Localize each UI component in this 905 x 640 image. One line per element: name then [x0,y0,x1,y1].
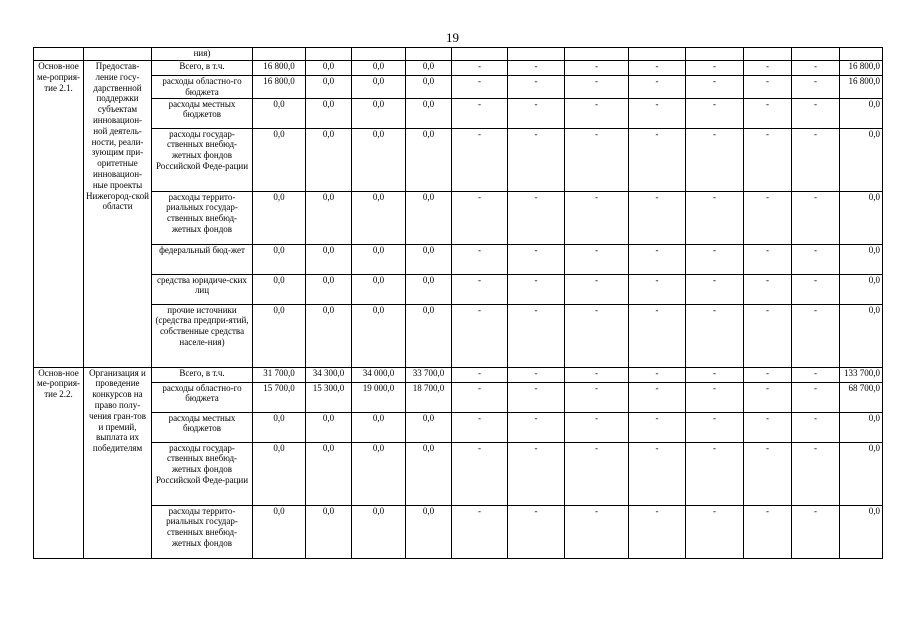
value-cell: 0,0 [306,128,352,191]
value-cell: 0,0 [253,442,306,505]
value-cell: 0,0 [306,505,352,558]
value-cell: - [629,191,686,244]
value-cell [744,48,792,61]
value-cell: - [452,61,508,76]
value-cell: 16 800,0 [253,76,306,99]
value-cell [253,48,306,61]
value-cell: - [792,505,840,558]
table-row [34,128,883,191]
total-cell: 16 800,0 [840,61,883,76]
value-cell: - [565,304,629,367]
table-row [34,442,883,505]
value-cell: 0,0 [352,128,406,191]
total-cell: 0,0 [840,244,883,274]
value-cell: - [565,412,629,442]
value-cell: - [508,128,565,191]
value-cell: 0,0 [306,76,352,99]
value-cell [352,48,406,61]
value-cell: - [452,442,508,505]
value-cell: - [792,128,840,191]
value-cell: - [686,412,744,442]
value-cell: - [565,367,629,382]
total-cell: 0,0 [840,412,883,442]
value-cell: 0,0 [253,244,306,274]
total-cell [840,48,883,61]
source-cell: Всего, в т.ч. [152,367,253,382]
value-cell: - [744,274,792,304]
event-cell: Основ-ное ме-роприя-тие 2.1. [34,61,84,368]
total-cell: 0,0 [840,505,883,558]
value-cell: 0,0 [253,505,306,558]
value-cell: 0,0 [406,76,452,99]
value-cell: - [565,382,629,412]
value-cell: - [744,128,792,191]
value-cell: 16 800,0 [253,61,306,76]
value-cell: - [629,98,686,128]
value-cell: 0,0 [352,98,406,128]
value-cell: 0,0 [306,442,352,505]
value-cell: - [508,98,565,128]
value-cell: - [686,61,744,76]
value-cell: - [744,505,792,558]
value-cell: - [508,382,565,412]
value-cell: - [686,76,744,99]
value-cell: - [792,442,840,505]
value-cell: 15 700,0 [253,382,306,412]
table-row [34,244,883,274]
value-cell: - [686,274,744,304]
table-row [34,191,883,244]
value-cell: 18 700,0 [406,382,452,412]
value-cell: - [565,128,629,191]
value-cell: - [565,98,629,128]
value-cell: 0,0 [253,128,306,191]
value-cell: - [629,61,686,76]
value-cell: - [565,274,629,304]
value-cell: - [792,274,840,304]
value-cell: 0,0 [352,412,406,442]
total-cell: 68 700,0 [840,382,883,412]
value-cell: 0,0 [253,274,306,304]
source-cell: расходы государ-ственных внебюд-жетных фондов Российской Феде-рации [152,128,253,191]
value-cell: 0,0 [406,304,452,367]
source-cell: расходы террито-риальных государ-ственных внебюд-жетных фондов [152,505,253,558]
source-cell: расходы государ-ственных внебюд-жетных фондов Российской Феде-рации [152,442,253,505]
value-cell: - [452,191,508,244]
value-cell: 0,0 [306,61,352,76]
value-cell: 0,0 [352,304,406,367]
value-cell: 0,0 [352,505,406,558]
value-cell: - [508,61,565,76]
value-cell: - [744,244,792,274]
value-cell: - [452,274,508,304]
value-cell: 0,0 [352,191,406,244]
total-cell: 0,0 [840,304,883,367]
value-cell: - [744,382,792,412]
value-cell: - [792,76,840,99]
value-cell: - [565,191,629,244]
budget-table [33,47,883,559]
table-row [34,505,883,558]
value-cell: - [792,61,840,76]
value-cell: - [792,191,840,244]
value-cell: 0,0 [406,191,452,244]
value-cell: 0,0 [352,76,406,99]
value-cell: - [508,76,565,99]
value-cell: - [629,505,686,558]
value-cell: - [452,98,508,128]
value-cell: 0,0 [406,274,452,304]
table-row [34,98,883,128]
value-cell: - [565,442,629,505]
value-cell [508,48,565,61]
value-cell: - [792,98,840,128]
value-cell: - [686,382,744,412]
total-cell: 0,0 [840,442,883,505]
value-cell: - [452,304,508,367]
value-cell: 0,0 [253,191,306,244]
value-cell: 0,0 [253,304,306,367]
value-cell: - [508,442,565,505]
value-cell: 0,0 [306,412,352,442]
value-cell: 0,0 [253,98,306,128]
value-cell: - [686,98,744,128]
value-cell: - [508,274,565,304]
name-cell: Организация и проведение конкурсов на право полу-чения гран-тов и премий, выплата их победителям [84,367,152,558]
source-cell: Всего, в т.ч. [152,61,253,76]
page-number: 19 [446,30,459,45]
value-cell: 0,0 [406,505,452,558]
event-cell [34,48,84,61]
value-cell: - [686,244,744,274]
value-cell: - [744,61,792,76]
table-body [34,48,883,559]
total-cell: 16 800,0 [840,76,883,99]
value-cell: - [452,412,508,442]
source-cell: средства юридиче-ских лиц [152,274,253,304]
value-cell: - [508,412,565,442]
value-cell: 0,0 [306,274,352,304]
value-cell [406,48,452,61]
value-cell [686,48,744,61]
value-cell: - [452,505,508,558]
table-row [34,76,883,99]
value-cell: - [565,76,629,99]
name-cell: Предостав-ление госу-дарственной поддержки субъектам инновацион-ной деятель-ности, реали-зующим при-оритетные инновацион-ные проекты Нижегород-ской области [84,61,152,368]
value-cell: 0,0 [306,244,352,274]
value-cell: - [744,412,792,442]
continuation-row [34,48,883,61]
value-cell: - [629,367,686,382]
value-cell: - [508,505,565,558]
value-cell: - [744,191,792,244]
value-cell: - [508,304,565,367]
value-cell: - [452,382,508,412]
value-cell: 19 000,0 [352,382,406,412]
value-cell: - [508,367,565,382]
total-cell: 0,0 [840,98,883,128]
value-cell: - [629,274,686,304]
value-cell: - [792,367,840,382]
value-cell: - [565,505,629,558]
value-cell: - [452,76,508,99]
value-cell: - [686,128,744,191]
table-row [34,367,883,382]
value-cell [452,48,508,61]
source-cell: прочие источники (средства предпри-ятий, собственные средства населе-ния) [152,304,253,367]
source-cell: расходы террито-риальных государ-ственных внебюд-жетных фондов [152,191,253,244]
source-cell: ния) [152,48,253,61]
total-cell: 133 700,0 [840,367,883,382]
source-cell: расходы областно-го бюджета [152,76,253,99]
event-cell: Основ-ное ме-роприя-тие 2.2. [34,367,84,558]
table-row [34,304,883,367]
table-row [34,274,883,304]
value-cell: - [452,244,508,274]
value-cell: 0,0 [406,412,452,442]
value-cell: 0,0 [253,412,306,442]
value-cell: - [744,442,792,505]
value-cell: - [792,244,840,274]
value-cell: 33 700,0 [406,367,452,382]
value-cell [629,48,686,61]
value-cell: 0,0 [352,61,406,76]
value-cell: - [629,244,686,274]
value-cell: - [792,304,840,367]
value-cell: - [686,442,744,505]
value-cell: - [565,61,629,76]
value-cell: 0,0 [406,128,452,191]
value-cell: 15 300,0 [306,382,352,412]
value-cell: - [792,412,840,442]
table-row [34,412,883,442]
value-cell: 0,0 [352,442,406,505]
source-cell: расходы местных бюджетов [152,98,253,128]
value-cell: 34 300,0 [306,367,352,382]
value-cell: - [629,442,686,505]
value-cell: 31 700,0 [253,367,306,382]
value-cell: 0,0 [406,61,452,76]
value-cell: - [686,191,744,244]
value-cell [565,48,629,61]
value-cell: - [629,304,686,367]
value-cell: 0,0 [406,442,452,505]
source-cell: расходы местных бюджетов [152,412,253,442]
value-cell: - [744,304,792,367]
value-cell: - [629,76,686,99]
value-cell: - [565,244,629,274]
value-cell: 0,0 [406,98,452,128]
value-cell: - [629,128,686,191]
value-cell: - [452,128,508,191]
value-cell: 0,0 [352,274,406,304]
source-cell: расходы областно-го бюджета [152,382,253,412]
value-cell: - [686,304,744,367]
value-cell: - [452,367,508,382]
value-cell: - [629,412,686,442]
value-cell [792,48,840,61]
value-cell: - [686,367,744,382]
value-cell: - [508,191,565,244]
value-cell: - [508,244,565,274]
value-cell: - [744,98,792,128]
source-cell: федеральный бюд-жет [152,244,253,274]
total-cell: 0,0 [840,128,883,191]
total-cell: 0,0 [840,274,883,304]
value-cell: - [629,382,686,412]
value-cell: 0,0 [306,191,352,244]
value-cell: 0,0 [306,304,352,367]
table-row [34,61,883,76]
value-cell: - [686,505,744,558]
value-cell: 0,0 [306,98,352,128]
value-cell [306,48,352,61]
value-cell: - [744,367,792,382]
value-cell: 0,0 [406,244,452,274]
value-cell: 34 000,0 [352,367,406,382]
table-row [34,382,883,412]
value-cell: - [792,382,840,412]
name-cell [84,48,152,61]
value-cell: - [744,76,792,99]
total-cell: 0,0 [840,191,883,244]
value-cell: 0,0 [352,244,406,274]
